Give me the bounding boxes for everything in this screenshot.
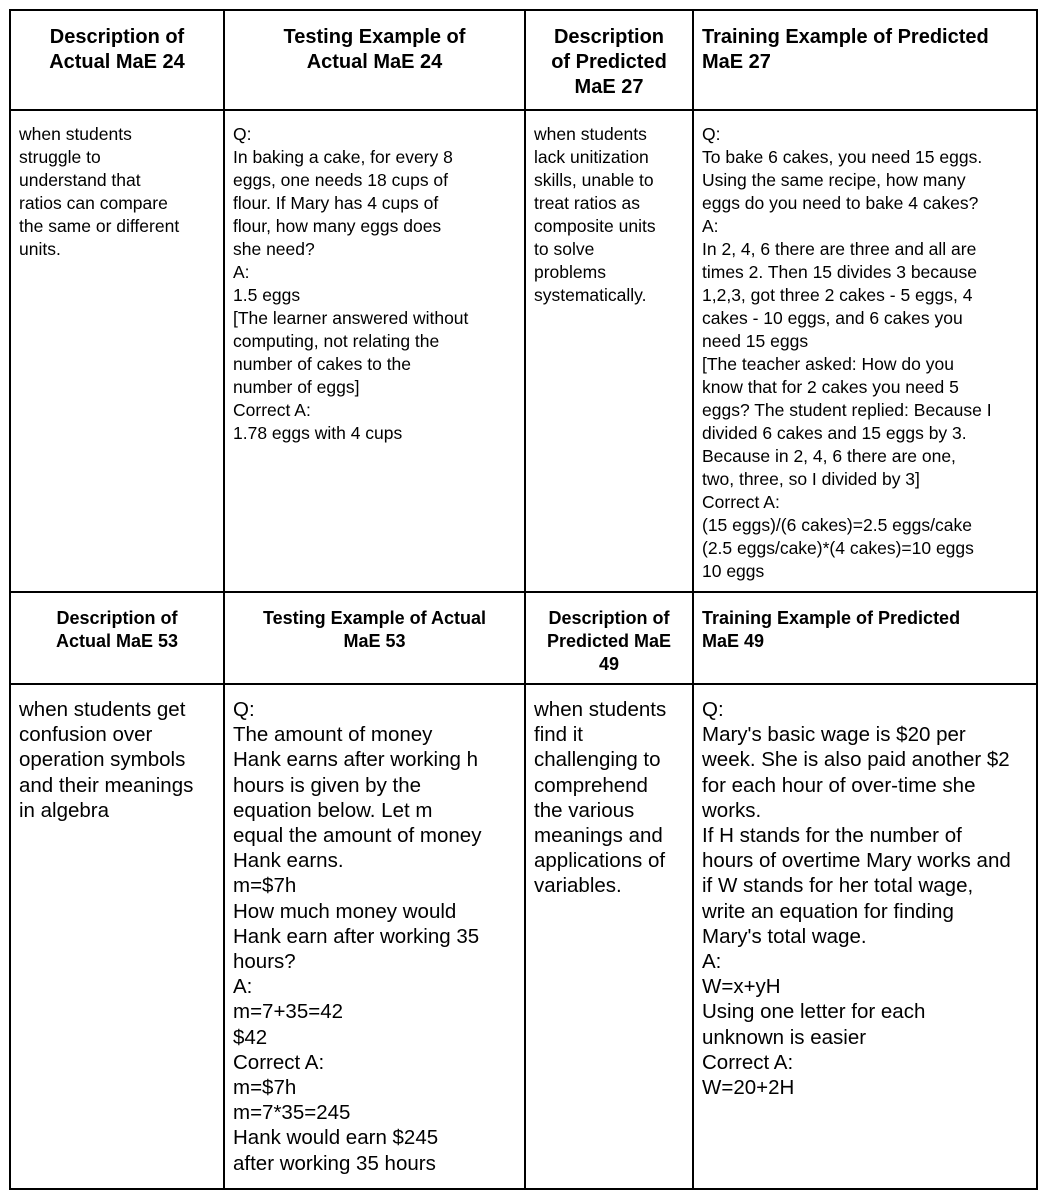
text-line: when students get: [19, 698, 186, 721]
text-line: for each hour of over-time she: [702, 773, 976, 797]
cell-text: [702, 111, 1028, 583]
mae-comparison-table: [9, 9, 1038, 1190]
text-line: know that for 2 cakes you need 5: [702, 377, 959, 397]
text-line: m=7*35=245: [233, 1101, 351, 1125]
text-line: composite units: [534, 216, 656, 236]
text-line: eggs, one needs 18 cups of: [233, 170, 449, 190]
text-line: Because in 2, 4, 6 there are one,: [702, 446, 956, 466]
text-line: m=$7h: [233, 874, 297, 898]
text-line: comprehend: [534, 773, 648, 797]
text-line: meanings and: [534, 824, 663, 848]
text-line: 1,2,3, got three 2 cakes - 5 eggs, 4: [702, 285, 973, 305]
text-line: write an equation for finding: [702, 899, 954, 923]
text-line: equation below. Let m: [233, 798, 433, 822]
text-line: (15 eggs)/(6 cakes)=2.5 eggs/cake: [702, 515, 972, 535]
header-text: [19, 11, 215, 75]
text-line: Actual MaE 24: [49, 51, 185, 73]
text-line: need 15 eggs: [702, 331, 809, 351]
text-line: number of eggs]: [233, 377, 360, 397]
text-line: Correct A:: [702, 492, 780, 512]
text-line: when students: [534, 124, 647, 144]
text-line: MaE 49: [702, 631, 765, 651]
text-line: she need?: [233, 239, 315, 259]
text-line: Correct A:: [233, 400, 311, 420]
text-line: MaE 27: [702, 51, 771, 73]
text-line: Training Example of Predicted: [702, 26, 989, 48]
text-line: Description: [553, 26, 665, 48]
header-text: [534, 11, 684, 100]
cell-text: [19, 111, 215, 261]
text-line: MaE 53: [343, 631, 406, 651]
text-line: lack unitization: [534, 147, 649, 167]
text-line: problems: [534, 262, 606, 282]
training-example-cell: [693, 684, 1037, 1189]
text-line: week. She is also paid another $2: [702, 748, 1010, 772]
text-line: number of cakes to the: [233, 354, 412, 374]
text-line: understand that: [19, 170, 141, 190]
header-row-2: [10, 592, 1037, 684]
text-line: W=20+2H: [702, 1076, 795, 1100]
header-cell: [693, 592, 1037, 684]
text-line: hours?: [233, 950, 296, 974]
text-line: skills, unable to: [534, 170, 654, 190]
text-line: confusion over: [19, 723, 153, 747]
text-line: 10 eggs: [702, 561, 765, 581]
text-line: Correct A:: [702, 1050, 794, 1074]
text-line: Mary's total wage.: [702, 924, 867, 948]
text-line: W=x+yH: [702, 975, 781, 999]
text-line: Hank earn after working 35: [233, 924, 480, 948]
cell-text: [534, 685, 684, 899]
header-text: [702, 593, 1028, 653]
text-line: to solve: [534, 239, 595, 259]
text-line: Predicted MaE: [546, 631, 672, 651]
text-line: Q:: [233, 124, 252, 144]
text-line: challenging to: [534, 748, 661, 772]
training-example-cell: [693, 110, 1037, 592]
header-text: [19, 593, 215, 653]
text-line: Using one letter for each: [702, 1000, 926, 1024]
header-text: [534, 593, 684, 676]
header-text: [702, 11, 1028, 75]
description-actual-cell: [10, 684, 224, 1189]
text-line: eggs? The student replied: Because I: [702, 400, 992, 420]
text-line: if W stands for her total wage,: [702, 874, 974, 898]
text-line: Description of: [49, 26, 185, 48]
text-line: m=$7h: [233, 1076, 297, 1100]
text-line: treat ratios as: [534, 193, 641, 213]
text-line: A:: [702, 950, 722, 974]
text-line: Hank would earn $245: [233, 1126, 439, 1150]
text-line: of Predicted: [551, 51, 667, 73]
text-line: divided 6 cakes and 15 eggs by 3.: [702, 423, 967, 443]
text-line: If H stands for the number of: [702, 824, 962, 848]
header-cell: [525, 10, 693, 110]
text-line: MaE 27: [574, 76, 644, 98]
text-line: two, three, so I divided by 3]: [702, 469, 920, 489]
description-predicted-cell: [525, 684, 693, 1189]
body-row-2: [10, 684, 1037, 1189]
text-line: and their meanings: [19, 773, 194, 797]
text-line: Q:: [702, 698, 724, 721]
text-line: after working 35 hours: [233, 1151, 436, 1175]
text-line: when students: [534, 698, 667, 721]
header-text: [233, 593, 516, 653]
text-line: hours is given by the: [233, 773, 422, 797]
text-line: [The learner answered without: [233, 308, 469, 328]
text-line: struggle to: [19, 147, 101, 167]
text-line: Q:: [702, 124, 721, 144]
text-line: 1.5 eggs: [233, 285, 301, 305]
header-cell: [224, 10, 525, 110]
text-line: $42: [233, 1025, 268, 1049]
cell-text: [19, 685, 215, 823]
text-line: Q:: [233, 698, 255, 721]
cell-text: [233, 685, 516, 1176]
text-line: How much money would: [233, 899, 457, 923]
text-line: cakes - 10 eggs, and 6 cakes you: [702, 308, 963, 328]
text-line: when students: [19, 124, 132, 144]
text-line: 1.78 eggs with 4 cups: [233, 423, 403, 443]
text-line: equal the amount of money: [233, 824, 482, 848]
text-line: Actual MaE 53: [55, 631, 179, 651]
text-line: flour. If Mary has 4 cups of: [233, 193, 439, 213]
text-line: In 2, 4, 6 there are three and all are: [702, 239, 977, 259]
description-predicted-cell: [525, 110, 693, 592]
text-line: eggs do you need to bake 4 cakes?: [702, 193, 979, 213]
text-line: Correct A:: [233, 1050, 325, 1074]
testing-example-cell: [224, 110, 525, 592]
cell-text: [702, 685, 1028, 1100]
text-line: [The teacher asked: How do you: [702, 354, 954, 374]
header-cell: [224, 592, 525, 684]
text-line: ratios can compare: [19, 193, 168, 213]
testing-example-cell: [224, 684, 525, 1189]
cell-text: [233, 111, 516, 445]
text-line: Hank earns.: [233, 849, 344, 873]
text-line: applications of: [534, 849, 666, 873]
text-line: A:: [233, 975, 253, 999]
text-line: A:: [233, 262, 250, 282]
text-line: Hank earns after working h: [233, 748, 478, 772]
header-cell: [10, 10, 224, 110]
text-line: In baking a cake, for every 8: [233, 147, 453, 167]
text-line: 49: [598, 654, 620, 674]
text-line: Training Example of Predicted: [702, 608, 961, 628]
text-line: A:: [702, 216, 719, 236]
body-row-1: [10, 110, 1037, 592]
text-line: Using the same recipe, how many: [702, 170, 966, 190]
header-row-1: [10, 10, 1037, 110]
text-line: The amount of money: [233, 723, 433, 747]
text-line: in algebra: [19, 798, 110, 822]
text-line: units.: [19, 239, 61, 259]
text-line: systematically.: [534, 285, 647, 305]
header-cell: [693, 10, 1037, 110]
text-line: (2.5 eggs/cake)*(4 cakes)=10 eggs: [702, 538, 974, 558]
text-line: m=7+35=42: [233, 1000, 343, 1024]
cell-text: [534, 111, 684, 307]
text-line: Description of: [56, 608, 178, 628]
description-actual-cell: [10, 110, 224, 592]
text-line: operation symbols: [19, 748, 186, 772]
text-line: the various: [534, 798, 635, 822]
text-line: Testing Example of: [283, 26, 466, 48]
text-line: Mary's basic wage is $20 per: [702, 723, 966, 747]
text-line: times 2. Then 15 divides 3 because: [702, 262, 977, 282]
header-cell: [10, 592, 224, 684]
text-line: Actual MaE 24: [306, 51, 443, 73]
text-line: Description of: [548, 608, 670, 628]
text-line: Testing Example of Actual: [262, 608, 487, 628]
text-line: computing, not relating the: [233, 331, 440, 351]
text-line: find it: [534, 723, 583, 747]
text-line: the same or different: [19, 216, 180, 236]
text-line: flour, how many eggs does: [233, 216, 442, 236]
text-line: works.: [702, 798, 762, 822]
text-line: hours of overtime Mary works and: [702, 849, 1011, 873]
text-line: variables.: [534, 874, 622, 898]
text-line: To bake 6 cakes, you need 15 eggs.: [702, 147, 983, 167]
text-line: unknown is easier: [702, 1025, 867, 1049]
header-cell: [525, 592, 693, 684]
header-text: [233, 11, 516, 75]
